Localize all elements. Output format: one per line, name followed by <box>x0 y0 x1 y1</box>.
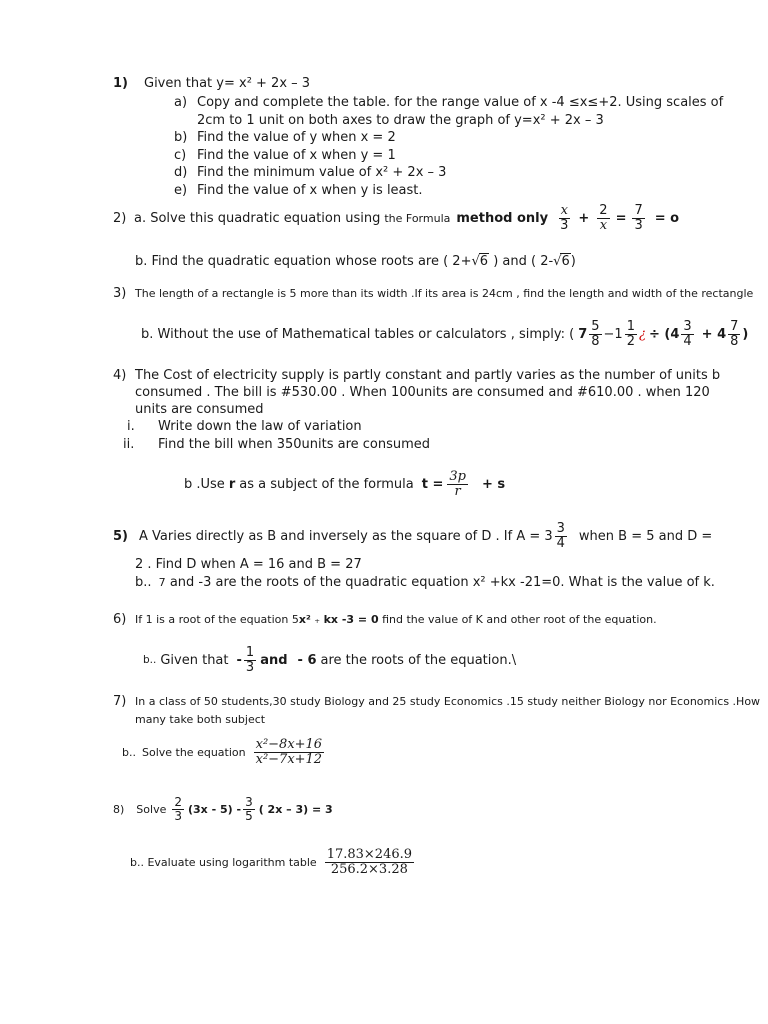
q6a-x2: x² <box>298 613 311 626</box>
q3b-fraction-2: $\frac{1}{2}$ <box>626 318 635 349</box>
q3b-plus4: + 4 <box>701 326 727 342</box>
q2b-prefix: b. Find the quadratic equation whose roots are ( 2+ <box>135 254 472 269</box>
q8b-fraction: $\frac{17.83\times 246.9}{256.2\times 3.28}$ <box>326 846 413 877</box>
q1d-label: d) <box>174 165 188 180</box>
q2a-bold: method only <box>456 210 549 226</box>
q6a-op: ₊ <box>310 613 324 626</box>
q3b-fraction-3: $\frac{3}{4}$ <box>683 318 692 349</box>
q6b-fraction: $\frac{1}{3}$ <box>245 644 255 675</box>
q1d-text: Find the minimum value of x² + 2x – 3 <box>197 165 447 180</box>
q4b-mid: as a subject of the formula <box>239 476 414 492</box>
q6b-neg: - <box>236 652 242 668</box>
q6a-b: -3 = 0 <box>338 613 379 626</box>
q1a-line1: Copy and complete the table. for the range value of x -4 ≤x≤+2. Using scales of <box>197 95 724 110</box>
q6a-line <box>135 613 657 626</box>
q7-line1: In a class of 50 students,30 study Biology and 25 study Economics .15 study neither Biology nor Economics .How <box>135 695 761 708</box>
q2b-line <box>135 253 576 269</box>
q1b-text: Find the value of y when x = 2 <box>197 130 396 145</box>
q2b-end: ) <box>570 254 576 269</box>
q1e-label: e) <box>174 183 188 198</box>
q4i-text: Write down the law of variation <box>158 419 362 434</box>
q1a-line2: 2cm to 1 unit on both axes to draw the graph of y=x² + 2x – 3 <box>197 113 604 128</box>
q5-line1-end: when B = 5 and D = <box>578 528 713 544</box>
q3b-whole-3: 4 <box>670 326 680 342</box>
q3b-divide: ÷ ( <box>648 326 671 342</box>
q7b-line <box>122 730 326 774</box>
q6-number: 6) <box>113 612 127 627</box>
q2a-line <box>134 199 679 237</box>
q1-number: 1) <box>113 76 128 91</box>
q2a-equals: = <box>615 210 627 226</box>
q3b-close: ) <box>742 326 749 342</box>
q2b-sqrt-2: √6 <box>553 254 570 269</box>
q6a-post: find the value of K and other root of the equation. <box>378 613 657 626</box>
q6b-pre: b.. <box>143 654 157 666</box>
q7-line2: many take both subject <box>135 713 266 726</box>
q1c-text: Find the value of x when y = 1 <box>197 148 396 163</box>
q5b-small: 7 <box>158 576 166 589</box>
q5-line2: 2 . Find D when A = 16 and B = 27 <box>135 557 362 572</box>
q2b-sqrt-1: √6 <box>471 254 489 269</box>
q4b-end: + s <box>481 476 506 492</box>
q6a-kx: kx <box>323 613 339 626</box>
q2a-prefix: a. Solve this quadratic equation using <box>134 210 381 226</box>
q8a-mid: (3x - 5) - <box>187 802 242 816</box>
q8a-line <box>113 790 333 828</box>
q5-number: 5) <box>113 529 128 544</box>
q4ii-label: ii. <box>123 437 135 452</box>
q3b-minus: −1 <box>603 326 623 342</box>
q7b-text: Solve the equation <box>141 745 246 759</box>
q3b-line <box>141 315 748 353</box>
q3b-red-mark: ¿ <box>638 326 646 342</box>
q8a-fraction-1: $\frac{2}{3}$ <box>174 794 182 823</box>
q8a-pre: Solve <box>136 802 167 816</box>
q2b-mid: ) and ( 2- <box>493 254 554 269</box>
q2a-fraction-2: $\frac{2}{x}$ <box>599 202 608 233</box>
q2a-eq-o: = o <box>654 210 680 226</box>
q6b-line <box>143 641 516 679</box>
q5b-line <box>135 575 715 590</box>
q5b-prefix: b.. <box>135 575 152 590</box>
q1c-label: c) <box>174 148 187 163</box>
q4ii-text: Find the bill when 350units are consumed <box>158 437 431 452</box>
q2-number: 2) <box>113 211 127 226</box>
q4b-prefix: b .Use <box>184 476 225 492</box>
q8-number: 8) <box>113 802 125 816</box>
q4b-line <box>184 465 505 503</box>
q6b-six: - 6 <box>297 652 317 668</box>
q3b-fraction-1: $\frac{5}{8}$ <box>591 318 600 349</box>
q2a-plus: + <box>578 210 590 226</box>
q8b-text: b.. Evaluate using logarithm table <box>130 855 317 869</box>
q3b-prefix: b. Without the use of Mathematical tables or calculators , simply: ( <box>141 326 575 342</box>
q6b-and: and <box>260 652 288 668</box>
q4b-r: r <box>228 476 236 492</box>
q6b-end: are the roots of the equation.\ <box>320 652 517 668</box>
q2a-mid: the Formula <box>384 211 451 225</box>
q8a-end: ( 2x – 3) = 3 <box>258 802 333 816</box>
q4b-fraction: $\frac{3p}{r}$ <box>449 468 466 499</box>
q3a-text: The length of a rectangle is 5 more than its width .If its area is 24cm , find the length and width of the rectangle <box>135 287 754 300</box>
q4b-t: t = <box>421 476 444 492</box>
q5-line1-text: A Varies directly as B and inversely as the square of D . If A = 3 <box>139 528 553 544</box>
q3b-whole-1: 7 <box>578 326 588 342</box>
q4-line2: consumed . The bill is #530.00 . When 100units are consumed and #610.00 . when 120 <box>135 385 710 400</box>
q2a-fraction-1: $\frac{x}{3}$ <box>560 202 569 233</box>
q5-line1 <box>139 517 712 555</box>
q3b-fraction-4: $\frac{7}{8}$ <box>730 318 739 349</box>
q4-number: 4) <box>113 368 127 383</box>
q6b-text: Given that <box>160 652 229 668</box>
q5-fraction: $\frac{3}{4}$ <box>556 520 565 551</box>
q1-stem: Given that y= x² + 2x – 3 <box>144 76 311 91</box>
q1a-label: a) <box>174 95 188 110</box>
q7b-pre: b.. <box>122 745 136 759</box>
q6a-pre: If 1 is a root of the equation 5 <box>135 613 299 626</box>
q4-line3: units are consumed <box>135 402 264 417</box>
q7-number: 7) <box>113 694 127 709</box>
q5b-text: and -3 are the roots of the quadratic equation x² +kx -21=0. What is the value of k. <box>169 575 715 590</box>
q3-number: 3) <box>113 286 127 301</box>
q8b-line <box>130 842 416 882</box>
q8a-fraction-2: $\frac{3}{5}$ <box>245 794 253 823</box>
q4i-label: i. <box>127 419 135 434</box>
q1b-label: b) <box>174 130 188 145</box>
q7b-fraction: $\frac{\text{x²−8x+16}}{\text{x²−7x+12}}$ <box>255 736 323 767</box>
q2a-fraction-3: $\frac{7}{3}$ <box>634 202 643 233</box>
q4-line1: The Cost of electricity supply is partly constant and partly varies as the number of units b <box>135 368 721 383</box>
q1e-text: Find the value of x when y is least. <box>197 183 423 198</box>
